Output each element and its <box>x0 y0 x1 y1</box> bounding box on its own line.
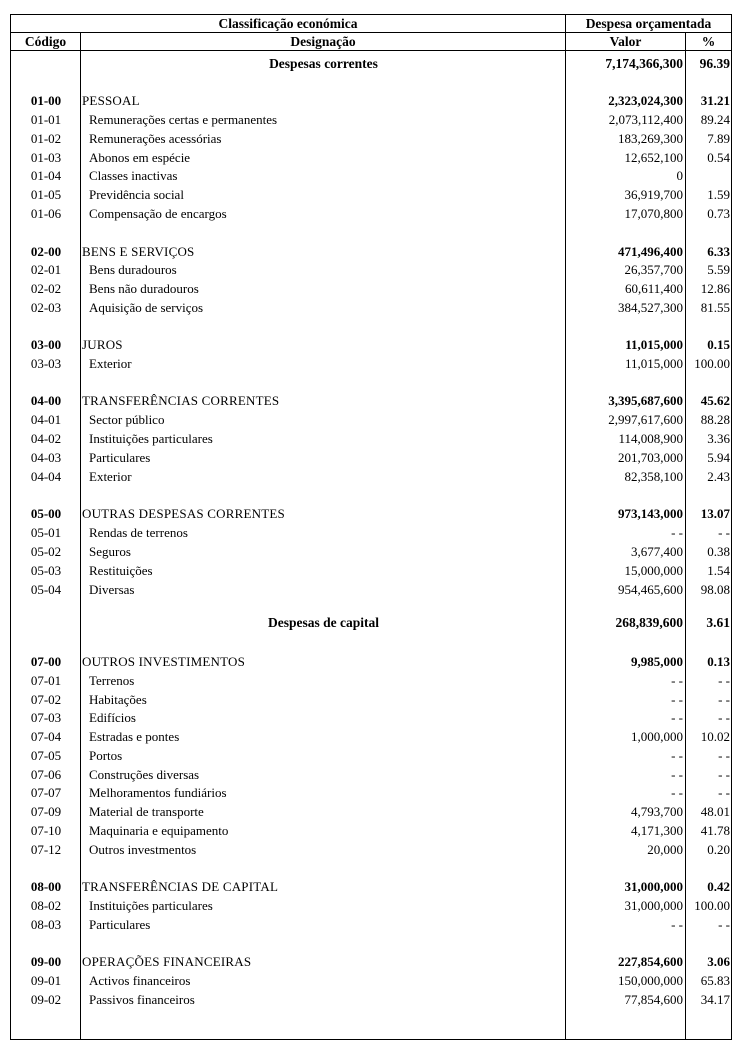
table-row <box>11 672 731 691</box>
row-designation: Exterior <box>89 469 132 484</box>
group-row <box>11 92 731 111</box>
table-row <box>11 747 731 766</box>
table-row <box>11 543 731 562</box>
row-value: 15,000,000 <box>624 563 683 578</box>
row-designation: Restituições <box>89 563 153 578</box>
budget-table <box>10 14 732 1040</box>
row-designation: Bens duradouros <box>89 262 177 277</box>
row-value: 114,008,900 <box>618 431 683 446</box>
row-code: 04-04 <box>30 469 62 484</box>
row-percent: - - <box>718 748 730 763</box>
row-code: 05-03 <box>30 563 62 578</box>
header-designacao: Designação <box>290 34 356 49</box>
group-row <box>11 953 731 972</box>
row-percent: - - <box>718 692 730 707</box>
section-row <box>11 614 731 633</box>
row-value: 31,000,000 <box>624 879 683 894</box>
row-value: 77,854,600 <box>624 992 683 1007</box>
row-percent: 0.42 <box>707 879 730 894</box>
row-percent: 3.61 <box>706 615 730 630</box>
table-row <box>11 280 731 299</box>
row-value: 4,793,700 <box>631 804 683 819</box>
row-percent: - - <box>718 673 730 688</box>
row-value: - - <box>671 785 683 800</box>
group-row <box>11 878 731 897</box>
row-value: 2,073,112,400 <box>608 112 683 127</box>
row-value: 227,854,600 <box>618 954 683 969</box>
row-value: 9,985,000 <box>631 654 683 669</box>
row-code: 07-04 <box>30 729 62 744</box>
row-value: - - <box>671 525 683 540</box>
row-value: - - <box>671 710 683 725</box>
row-code: 07-05 <box>30 748 62 763</box>
table-row <box>11 449 731 468</box>
row-percent: 0.20 <box>707 842 730 857</box>
row-value: - - <box>671 767 683 782</box>
row-code: 07-02 <box>30 692 62 707</box>
row-percent: 0.73 <box>707 206 730 221</box>
row-code: 07-06 <box>30 767 62 782</box>
row-percent: 5.59 <box>707 262 730 277</box>
row-designation: Melhoramentos fundiários <box>89 785 227 800</box>
row-code: 03-00 <box>30 337 62 352</box>
row-code: 07-10 <box>30 823 62 838</box>
row-designation: Activos financeiros <box>89 973 191 988</box>
row-code: 01-01 <box>30 112 62 127</box>
row-percent: 1.59 <box>707 187 730 202</box>
row-value: 11,015,000 <box>625 337 683 352</box>
row-designation: TRANSFERÊNCIAS CORRENTES <box>82 393 280 408</box>
section-row <box>11 55 731 74</box>
row-value: - - <box>671 917 683 932</box>
table-row <box>11 822 731 841</box>
table-row <box>11 411 731 430</box>
header-pct: % <box>701 34 716 49</box>
table-row <box>11 709 731 728</box>
row-value: 11,015,000 <box>624 356 683 371</box>
row-value: 36,919,700 <box>624 187 683 202</box>
row-code: 07-01 <box>30 673 62 688</box>
row-code: 08-02 <box>30 898 62 913</box>
table-row <box>11 355 731 374</box>
row-designation: Despesas de capital <box>268 615 379 630</box>
table-row <box>11 205 731 224</box>
row-designation: Instituições particulares <box>89 898 213 913</box>
row-designation: Estradas e pontes <box>89 729 180 744</box>
row-value: 60,611,400 <box>624 281 683 296</box>
row-designation: Particulares <box>89 450 151 465</box>
row-designation: Classes inactivas <box>89 168 178 183</box>
row-percent: 48.01 <box>700 804 730 819</box>
row-value: - - <box>671 748 683 763</box>
row-designation: Exterior <box>89 356 132 371</box>
row-designation: Construções diversas <box>89 767 200 782</box>
table-row <box>11 728 731 747</box>
row-code: 05-01 <box>30 525 62 540</box>
row-value: 17,070,800 <box>624 206 683 221</box>
row-value: 0 <box>676 168 683 183</box>
row-designation: Previdência social <box>89 187 184 202</box>
row-designation: Despesas correntes <box>269 56 378 71</box>
row-designation: Maquinaria e equipamento <box>89 823 229 838</box>
row-code: 09-00 <box>30 954 62 969</box>
row-percent: 41.78 <box>700 823 730 838</box>
row-percent: 88.28 <box>700 412 730 427</box>
table-row <box>11 149 731 168</box>
row-percent: 7.89 <box>707 131 730 146</box>
row-designation: TRANSFERÊNCIAS DE CAPITAL <box>82 879 279 894</box>
row-designation: BENS E SERVIÇOS <box>82 244 195 259</box>
row-value: 82,358,100 <box>624 469 683 484</box>
row-code: 05-04 <box>30 582 62 597</box>
table-row <box>11 691 731 710</box>
row-percent: 0.38 <box>707 544 730 559</box>
table-row <box>11 299 731 318</box>
row-percent: 10.02 <box>700 729 730 744</box>
row-value: 954,465,600 <box>618 582 683 597</box>
table-row <box>11 562 731 581</box>
row-code: 07-12 <box>30 842 62 857</box>
row-percent: 12.86 <box>700 281 730 296</box>
row-designation: JUROS <box>82 337 123 352</box>
row-designation: Abonos em espécie <box>89 150 191 165</box>
row-code: 09-01 <box>30 973 62 988</box>
row-code: 09-02 <box>30 992 62 1007</box>
row-value: 2,997,617,600 <box>608 412 683 427</box>
row-value: 201,703,000 <box>618 450 683 465</box>
row-code: 07-00 <box>30 654 62 669</box>
row-code: 01-04 <box>30 168 62 183</box>
table-row <box>11 468 731 487</box>
row-value: - - <box>671 692 683 707</box>
row-percent: 1.54 <box>707 563 730 578</box>
row-value: 7,174,366,300 <box>605 56 683 71</box>
table-row <box>11 972 731 991</box>
row-designation: Diversas <box>89 582 135 597</box>
row-code: 08-03 <box>30 917 62 932</box>
row-percent: 98.08 <box>700 582 730 597</box>
row-designation: Material de transporte <box>89 804 204 819</box>
row-value: 4,171,300 <box>631 823 683 838</box>
header-classificacao: Classificação económica <box>218 16 358 31</box>
row-designation: Remunerações certas e permanentes <box>89 112 278 127</box>
row-value: 2,323,024,300 <box>608 93 683 108</box>
table-row <box>11 581 731 600</box>
row-value: 471,496,400 <box>618 244 683 259</box>
row-designation: OUTRAS DESPESAS CORRENTES <box>82 506 285 521</box>
row-value: 1,000,000 <box>631 729 683 744</box>
group-row <box>11 243 731 262</box>
row-designation: OPERAÇÕES FINANCEIRAS <box>82 954 252 969</box>
row-designation: Passivos financeiros <box>89 992 195 1007</box>
row-percent: - - <box>718 767 730 782</box>
row-value: 3,395,687,600 <box>608 393 683 408</box>
row-percent: 65.83 <box>700 973 730 988</box>
row-code: 04-03 <box>30 450 62 465</box>
row-percent: 81.55 <box>700 300 730 315</box>
row-code: 01-00 <box>30 93 62 108</box>
row-code: 02-03 <box>30 300 62 315</box>
row-percent: 0.15 <box>707 337 730 352</box>
row-value: - - <box>671 673 683 688</box>
row-percent: 0.54 <box>707 150 730 165</box>
row-code: 02-00 <box>30 244 62 259</box>
table-row <box>11 524 731 543</box>
row-percent: 0.13 <box>707 654 730 669</box>
row-value: 31,000,000 <box>624 898 683 913</box>
table-row <box>11 803 731 822</box>
table-row <box>11 261 731 280</box>
row-percent: 5.94 <box>707 450 730 465</box>
row-designation: Portos <box>89 748 123 763</box>
row-percent: 3.06 <box>707 954 730 969</box>
row-value: 268,839,600 <box>615 615 683 630</box>
row-designation: Sector público <box>89 412 165 427</box>
row-value: 183,269,300 <box>618 131 683 146</box>
row-percent: 6.33 <box>707 244 730 259</box>
row-designation: Outros investmentos <box>89 842 197 857</box>
row-code: 07-03 <box>30 710 62 725</box>
row-code: 08-00 <box>30 879 62 894</box>
row-designation: Aquisição de serviços <box>89 300 204 315</box>
row-code: 01-02 <box>30 131 62 146</box>
row-designation: OUTROS INVESTIMENTOS <box>82 654 246 669</box>
row-code: 04-01 <box>30 412 62 427</box>
row-value: 384,527,300 <box>618 300 683 315</box>
group-row <box>11 336 731 355</box>
row-percent: 13.07 <box>700 506 730 521</box>
row-code: 07-07 <box>30 785 62 800</box>
row-value: 3,677,400 <box>631 544 683 559</box>
row-code: 03-03 <box>30 356 62 371</box>
row-code: 04-00 <box>30 393 62 408</box>
row-designation: Bens não duradouros <box>89 281 199 296</box>
row-designation: Seguros <box>89 544 131 559</box>
row-designation: Instituições particulares <box>89 431 213 446</box>
table-row <box>11 841 731 860</box>
row-designation: Particulares <box>89 917 151 932</box>
row-code: 01-03 <box>30 150 62 165</box>
row-value: 973,143,000 <box>618 506 683 521</box>
row-value: 12,652,100 <box>624 150 683 165</box>
row-percent: - - <box>718 917 730 932</box>
row-code: 05-02 <box>30 544 62 559</box>
row-value: 150,000,000 <box>618 973 683 988</box>
row-percent: 45.62 <box>700 393 730 408</box>
group-row <box>11 392 731 411</box>
table-row <box>11 430 731 449</box>
row-percent: 31.21 <box>700 93 730 108</box>
row-code: 01-06 <box>30 206 62 221</box>
row-percent: 3.36 <box>707 431 730 446</box>
table-row <box>11 766 731 785</box>
row-code: 02-01 <box>30 262 62 277</box>
row-percent: 89.24 <box>700 112 730 127</box>
row-percent: - - <box>718 710 730 725</box>
row-designation: Terrenos <box>89 673 135 688</box>
row-code: 01-05 <box>30 187 62 202</box>
row-code: 07-09 <box>30 804 62 819</box>
row-designation: Compensação de encargos <box>89 206 227 221</box>
header-codigo: Código <box>24 34 67 49</box>
row-designation: Rendas de terrenos <box>89 525 188 540</box>
table-row <box>11 130 731 149</box>
row-code: 05-00 <box>30 506 62 521</box>
header-despesa: Despesa orçamentada <box>585 16 712 31</box>
row-percent: 34.17 <box>700 992 730 1007</box>
table-row <box>11 916 731 935</box>
row-percent: - - <box>718 785 730 800</box>
table-row <box>11 167 731 186</box>
group-row <box>11 505 731 524</box>
group-row <box>11 653 731 672</box>
header-valor: Valor <box>609 34 642 49</box>
row-percent: 100.00 <box>694 898 730 913</box>
row-designation: PESSOAL <box>82 93 140 108</box>
row-value: 20,000 <box>647 842 683 857</box>
row-code: 04-02 <box>30 431 62 446</box>
row-code: 02-02 <box>30 281 62 296</box>
row-percent: 100.00 <box>694 356 730 371</box>
table-row <box>11 784 731 803</box>
table-row <box>11 186 731 205</box>
table-row <box>11 897 731 916</box>
row-percent: 96.39 <box>699 56 730 71</box>
row-percent: 2.43 <box>707 469 730 484</box>
table-row <box>11 991 731 1010</box>
row-designation: Habitações <box>89 692 147 707</box>
row-value: 26,357,700 <box>624 262 683 277</box>
row-designation: Edifícios <box>89 710 136 725</box>
row-percent: - - <box>718 525 730 540</box>
row-designation: Remunerações acessórias <box>89 131 222 146</box>
table-row <box>11 111 731 130</box>
